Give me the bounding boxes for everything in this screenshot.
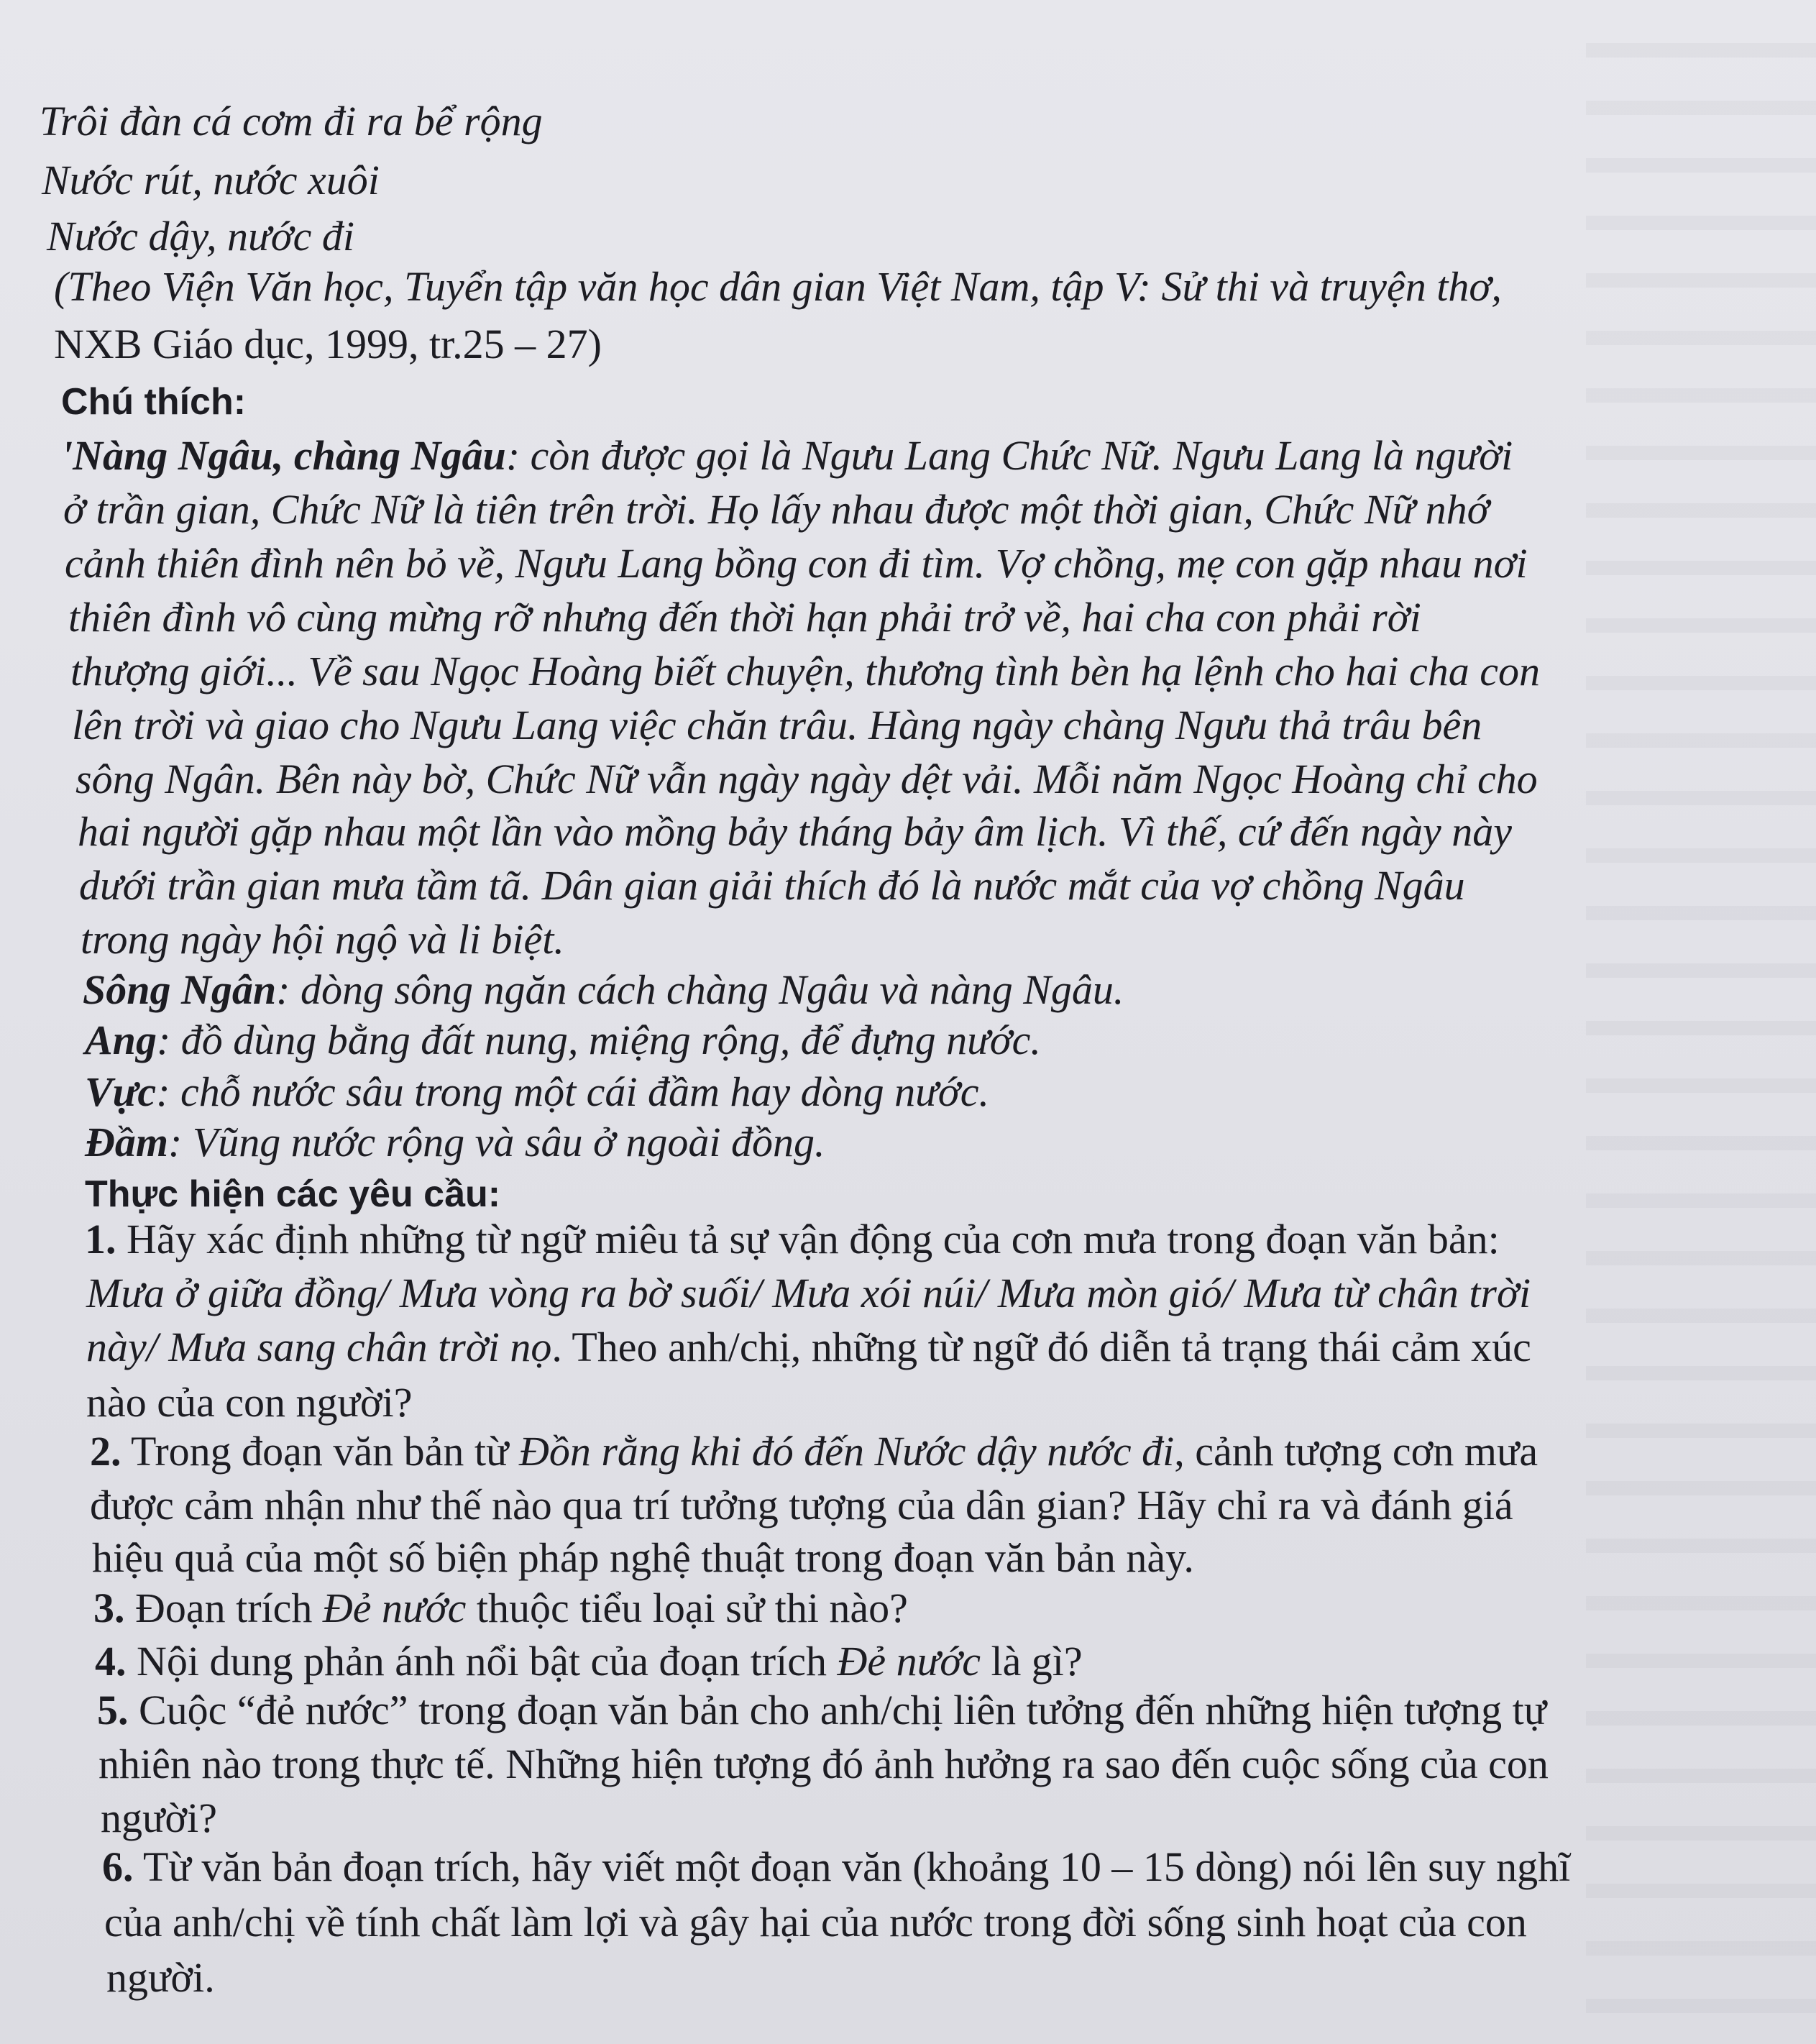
question-text: Nội dung phản ánh nổi bật của đoạn trích — [126, 1638, 838, 1685]
note-vuc — [85, 1068, 989, 1115]
question-text: , cảnh tượng cơn mưa — [1174, 1428, 1538, 1475]
note-line: thiên đình vô cùng mừng rỡ nhưng đến thời hạn phải trở về, hai cha con phải rời — [68, 594, 1421, 641]
question-text: Hãy xác định những từ ngữ miêu tả sự vận động của cơn mưa trong đoạn văn bản: — [116, 1216, 1500, 1262]
question-quote: Đồn rằng khi đó đến Nước dậy nước đi — [518, 1428, 1175, 1475]
note-term: Vực — [85, 1068, 157, 1115]
question-line: Mưa ở giữa đồng/ Mưa vòng ra bờ suối/ Mưa xói núi/ Mưa mòn gió/ Mưa từ chân trời — [86, 1270, 1531, 1316]
question-line: nào của con người? — [86, 1379, 413, 1426]
question-quote: Đẻ nước — [837, 1638, 981, 1685]
note-text: : chỗ nước sâu trong một cái đầm hay dòng nước. — [156, 1068, 989, 1115]
poem-line: Nước rút, nước xuôi — [42, 157, 380, 203]
note-ang — [85, 1019, 1041, 1061]
question-text: Trong đoạn văn bản từ — [121, 1428, 519, 1475]
note-dam — [85, 1119, 825, 1165]
note-line: dưới trần gian mưa tầm tã. Dân gian giải thích đó là nước mắt của vợ chồng Ngâu — [79, 862, 1465, 909]
note-line: hai người gặp nhau một lần vào mồng bảy tháng bảy âm lịch. Vì thế, cứ đến ngày này — [78, 808, 1513, 855]
poem-line: Nước dậy, nước đi — [47, 213, 355, 260]
source-citation: NXB Giáo dục, 1999, tr.25 – 27) — [54, 321, 602, 367]
note-text: : dòng sông ngăn cách chàng Ngâu và nàng Ngâu. — [276, 966, 1124, 1013]
question-text: . Theo anh/chị, những từ ngữ đó diễn tả trạng thái cảm xúc — [551, 1324, 1531, 1370]
notes-heading: Chú thích: — [61, 381, 247, 423]
question-quote: này/ Mưa sang chân trời nọ — [86, 1324, 552, 1370]
question-number: 2. — [90, 1428, 121, 1475]
note-line: ở trần gian, Chức Nữ là tiên trên trời. Họ lấy nhau được một thời gian, Chức Nữ nhớ — [63, 486, 1490, 533]
question-line: người? — [101, 1795, 217, 1841]
question-text: thuộc tiểu loại sử thi nào? — [466, 1585, 908, 1631]
question-text: Cuộc “đẻ nước” trong đoạn văn bản cho anh/chị liên tưởng đến những hiện tượng tự — [128, 1687, 1547, 1733]
note-line: trong ngày hội ngộ và li biệt. — [81, 916, 564, 963]
question-text: là gì? — [980, 1638, 1083, 1685]
source-citation: (Theo Viện Văn học, Tuyển tập văn học dân gian Việt Nam, tập V: Sử thi và truyện thơ, — [54, 263, 1502, 310]
note-term: Đầm — [85, 1119, 168, 1165]
poem-line: Trôi đàn cá cơm đi ra bể rộng — [40, 98, 543, 145]
question-number: 6. — [102, 1843, 134, 1890]
note-text: : Vũng nước rộng và sâu ở ngoài đồng. — [168, 1119, 825, 1165]
question-text: Từ văn bản đoạn trích, hãy viết một đoạn văn (khoảng 10 – 15 dòng) nói lên suy nghĩ — [133, 1843, 1571, 1890]
question-3 — [93, 1587, 908, 1629]
note-text: : đồ dùng bằng đất nung, miệng rộng, để đựng nước. — [156, 1017, 1041, 1063]
question-line — [86, 1326, 1531, 1368]
question-line: của anh/chị về tính chất làm lợi và gây hại của nước trong đời sống sinh hoạt của con — [104, 1899, 1527, 1946]
note-line: thượng giới... Về sau Ngọc Hoàng biết chuyện, thương tình bèn hạ lệnh cho hai cha con — [70, 648, 1541, 695]
question-text: Đoạn trích — [124, 1585, 323, 1631]
question-quote: Đẻ nước — [322, 1585, 467, 1631]
question-number: 5. — [97, 1687, 129, 1733]
note-line: sông Ngân. Bên này bờ, Chức Nữ vẫn ngày ngày dệt vải. Mỗi năm Ngọc Hoàng chỉ cho — [75, 756, 1538, 802]
question-line: được cảm nhận như thế nào qua trí tưởng tượng của dân gian? Hãy chỉ ra và đánh giá — [90, 1482, 1513, 1529]
tasks-heading: Thực hiện các yêu cầu: — [85, 1173, 501, 1215]
note-line: cảnh thiên đình nên bỏ về, Ngưu Lang bồng con đi tìm. Vợ chồng, mẹ con gặp nhau nơi — [65, 540, 1528, 587]
question-line: hiệu quả của một số biện pháp nghệ thuật trong đoạn văn bản này. — [92, 1534, 1194, 1581]
question-6 — [102, 1843, 1571, 1890]
note-line: lên trời và giao cho Ngưu Lang việc chăn trâu. Hàng ngày chàng Ngưu thả trâu bên — [72, 702, 1482, 748]
note-term: Sông Ngân — [83, 966, 277, 1013]
question-2 — [90, 1428, 1538, 1475]
question-5 — [97, 1687, 1547, 1733]
note-song-ngan — [83, 966, 1124, 1013]
bleed-through-shading — [1586, 0, 1816, 2044]
question-number: 1. — [85, 1216, 116, 1262]
question-line: nhiên nào trong thực tế. Những hiện tượng đó ảnh hưởng ra sao đến cuộc sống của con — [98, 1741, 1549, 1787]
note-text: : còn được gọi là Ngưu Lang Chức Nữ. Ngưu Lang là người — [505, 432, 1513, 479]
question-number: 3. — [93, 1585, 125, 1631]
note-term: Ang — [85, 1017, 157, 1063]
note-nang-ngau — [61, 432, 1513, 479]
question-line: người. — [106, 1954, 215, 2001]
question-1 — [85, 1216, 1500, 1262]
note-term: 'Nàng Ngâu, chàng Ngâu — [61, 432, 506, 479]
question-4 — [95, 1638, 1083, 1685]
question-number: 4. — [95, 1638, 127, 1685]
